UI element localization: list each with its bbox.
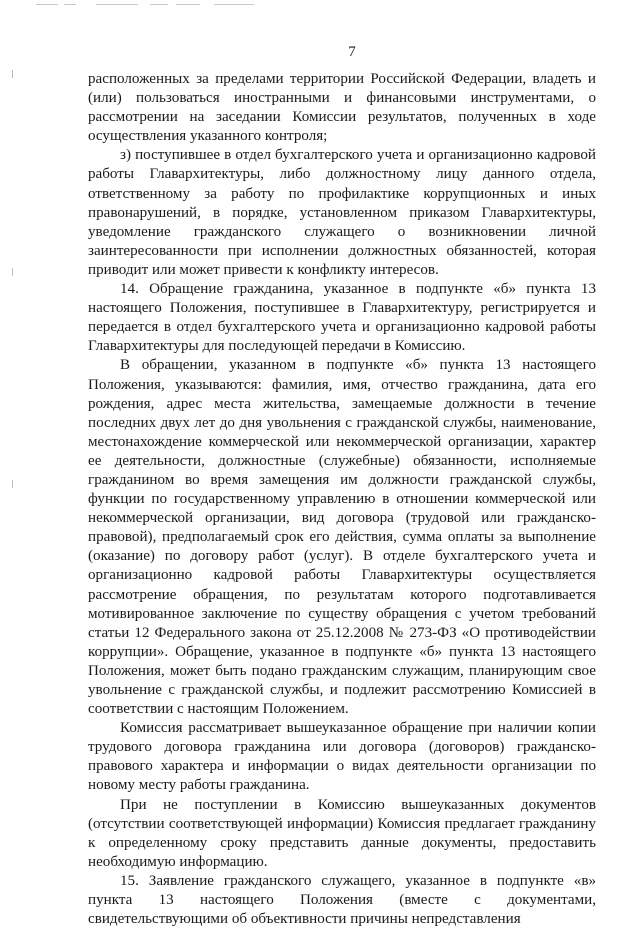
scan-artifact-line [176,4,200,5]
paragraph-appeal-contents: В обращении, указанном в подпункте «б» пункта 13 настоящего Положения, указываются: фамилия, имя, отчество гражданина, дата его рождения, адрес места жительства, замещаемые должности в течение последних двух лет до дня увольнения с гражданской службы, наименование, местонахождение коммерческой или некоммерческой организации, характер ее деятельности, должностные (служебные) обязанности, исполняемые гражданином во время замещения им должности гражданской службы, функции по государственному управлению в отношении коммерческой или некоммерческой организации, вид договора (трудовой или гражданско-правовой), предполагаемый срок его действия, сумма оплаты за выполнение (оказание) по договору работ (услуг). В отделе бухгалтерского учета и организационно кадровой работы Главархитектуры осуществляется рассмотрение обращения, по результатам которого подготавливается мотивированное заключение по существу обращения с учетом требований статьи 12 Федерального закона от 25.12.2008 № 273-ФЗ «О противодействии коррупции». Обращение, указанное в подпункте «б» пункта 13 настоящего Положения, может быть подано гражданским служащим, планирующим свое увольнение с гражданской службы, и подлежит рассмотрению Комиссией в соответствии с настоящим Положением. [88,357,596,718]
paragraph-item-15: 15. Заявление гражданского служащего, указанное в подпункте «в» пункта 13 настоящего Положения (вместе с документами, свидетельствующими об объективности причины непредставления [88,872,596,928]
scan-artifact-line [64,4,76,5]
page-number: 7 [348,44,356,60]
margin-mark [12,480,13,488]
paragraph-continuation: расположенных за пределами территории Российской Федерации, владеть и (или) пользоваться иностранными и финансовыми инструментами, о рассмотрении на заседании Комиссии результатов, полученных в ходе осуществления указанного контроля; [88,71,596,145]
paragraph-item-z: з) поступившее в отдел бухгалтерского учета и организационно кадровой работы Главархитектуры, либо должностному лицу данного отдела, ответственному за работу по профилактике коррупционных и иных правонарушений, в порядке, установленном приказом Главархитектуры, уведомление гражданского служащего о возникновении личной заинтересованности при исполнении должностных обязанностей, которая приводит или может привести к конфликту интересов. [88,147,596,278]
paragraph-item-14: 14. Обращение гражданина, указанное в подпункте «б» пункта 13 настоящего Положения, поступившее в Главархитектуру, регистрируется и передается в отдел бухгалтерского учета и организационно кадровой работы Главархитектуры для последующей передачи в Комиссию. [88,281,596,355]
margin-mark [12,268,13,276]
scan-artifact-line [214,4,254,5]
paragraph-commission-review: Комиссия рассматривает вышеуказанное обращение при наличии копии трудового договора гражданина или договора (договоров) гражданско-правового характера и информации о видах деятельности организации по новому месту работы гражданина. [88,720,596,794]
margin-mark [12,70,13,78]
scan-artifact-line [36,4,58,5]
paragraph-missing-documents: При не поступлении в Комиссию вышеуказанных документов (отсутствии соответствующей информации) Комиссия предлагает гражданину к определенному сроку представить данные документы, предоставить необходимую информацию. [88,796,596,870]
scan-artifact-line [96,4,138,5]
scan-artifact-line [150,4,168,5]
document-body [88,70,596,929]
